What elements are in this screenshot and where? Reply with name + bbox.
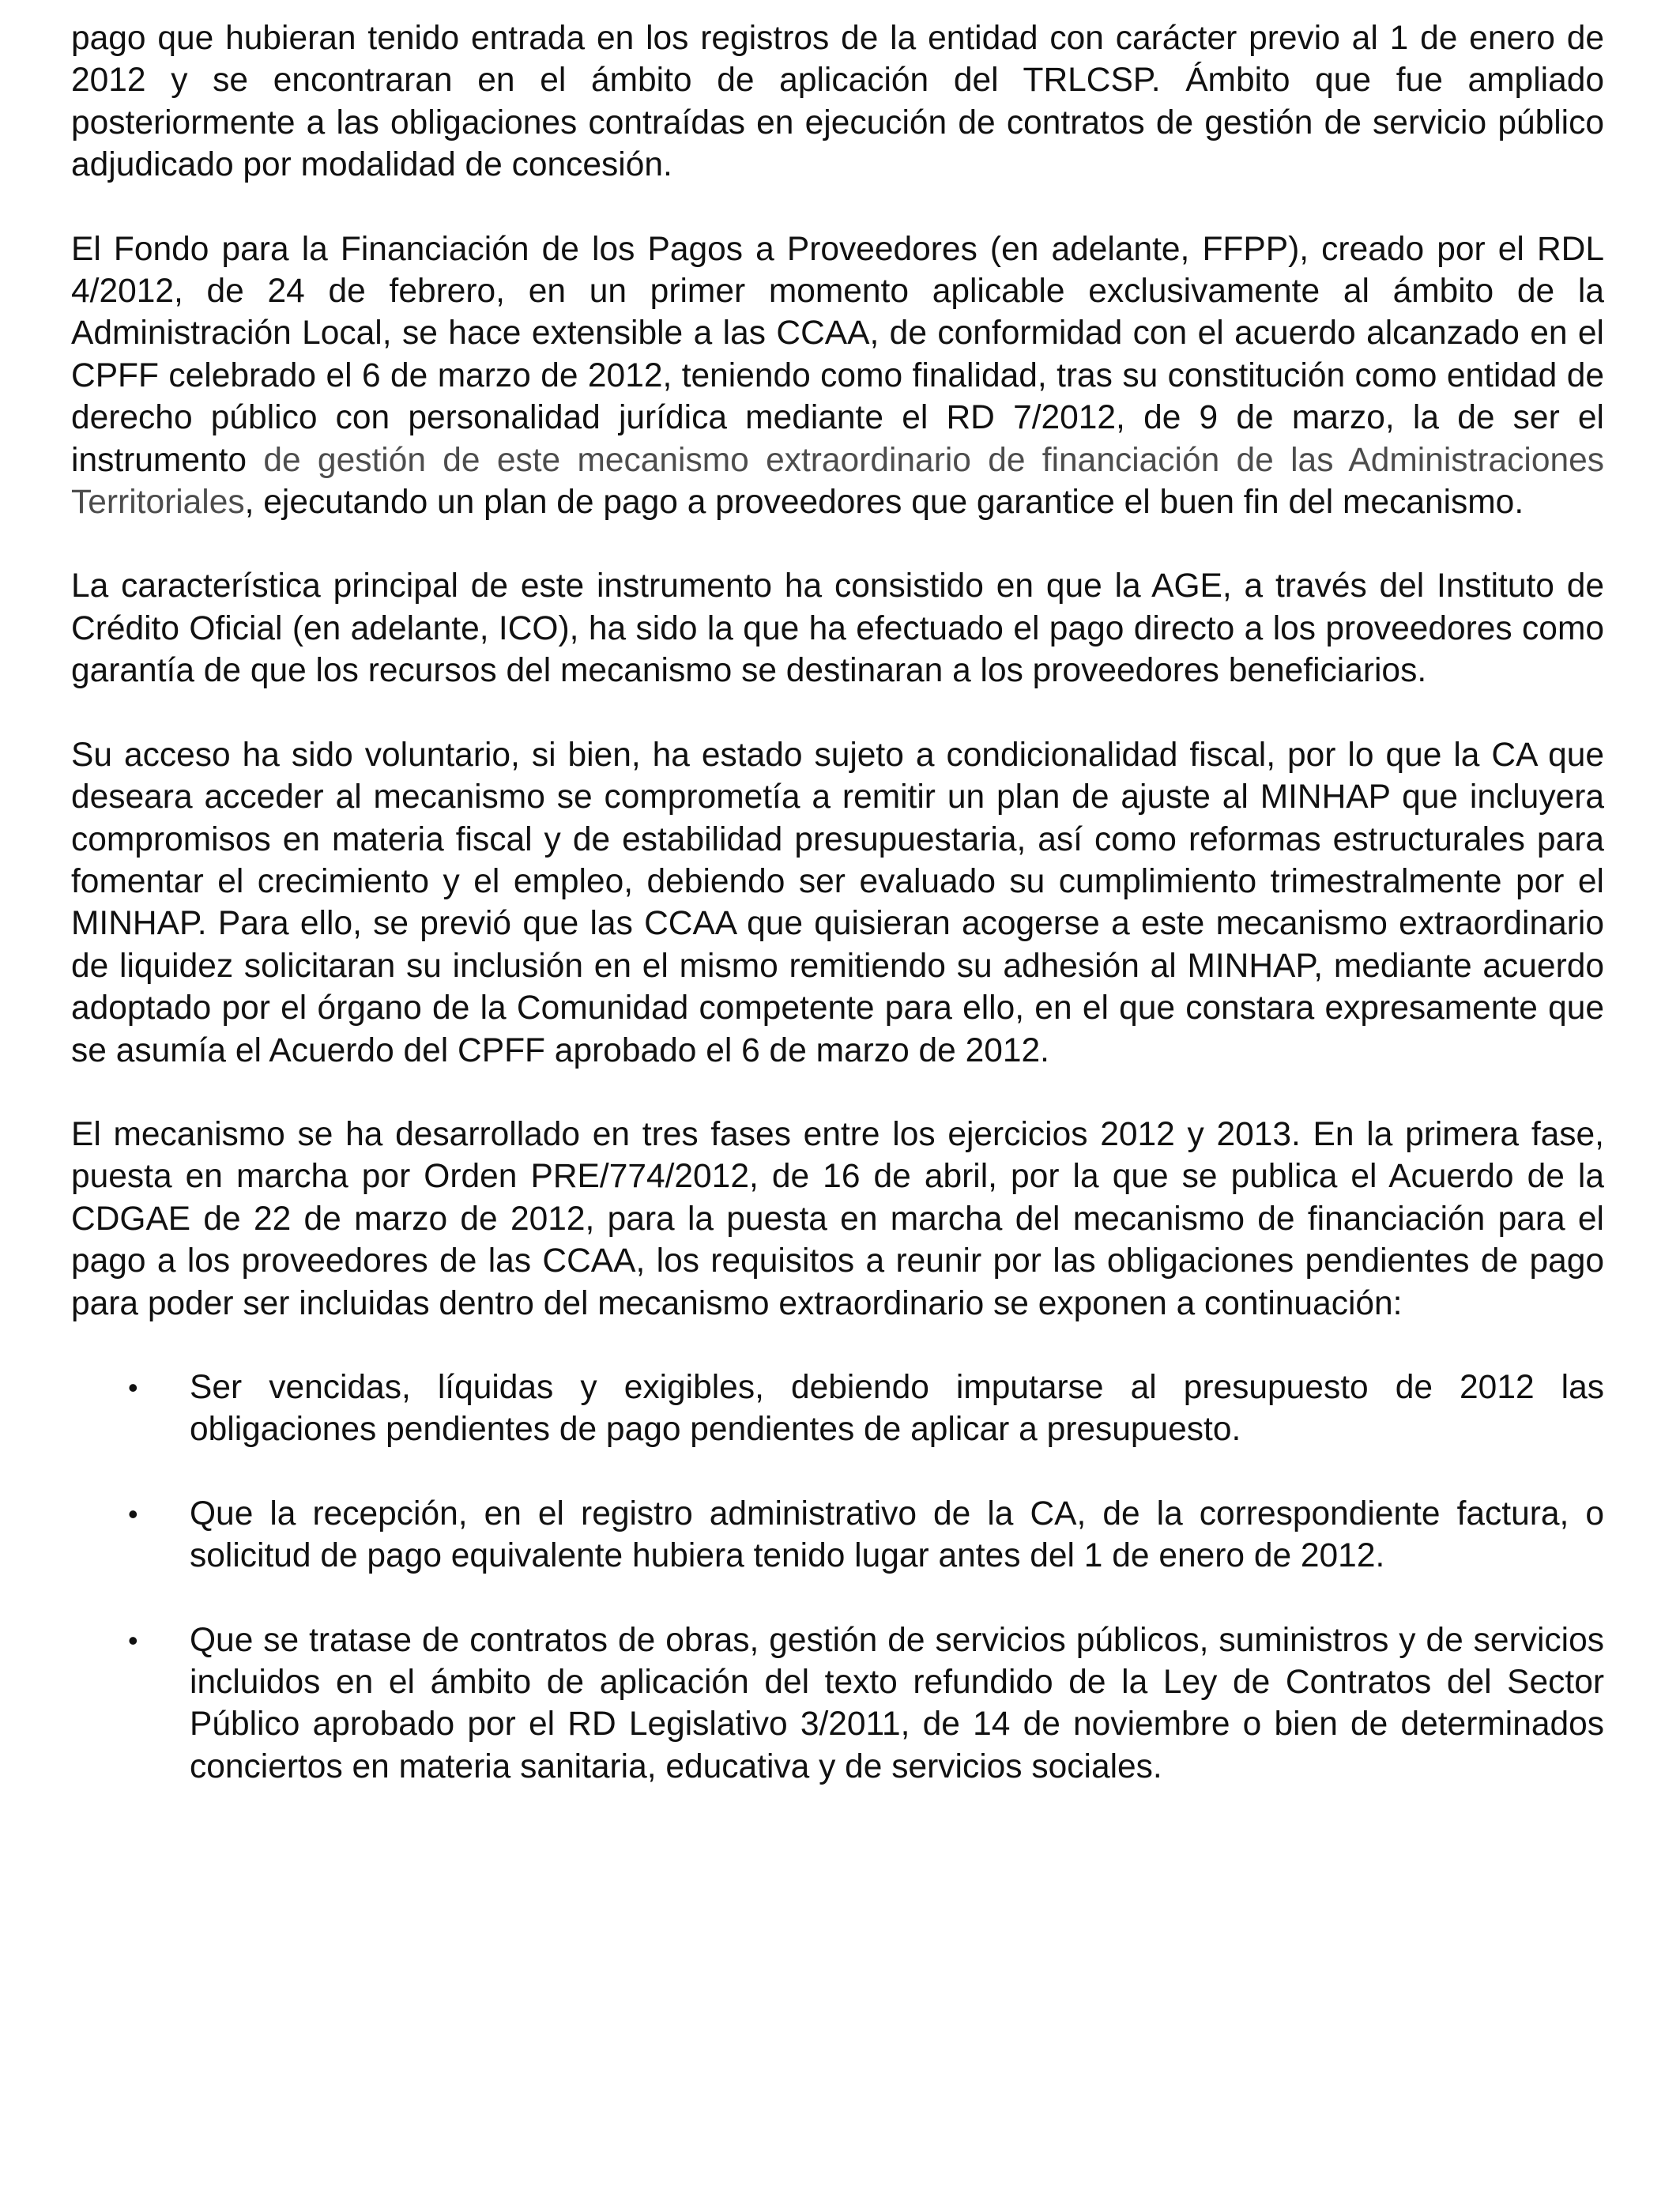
paragraph-3: La característica principal de este instrumento ha consistido en que la AGE, a través del Instituto de Crédito Oficial (en adelante, ICO), ha sido la que ha efectuado el pago directo a los proveedores como garantía de que los recursos del mecanismo se destinaran a los proveedores beneficiarios.	[71, 567, 1604, 690]
list-item-text: Ser vencidas, líquidas y exigibles, debiendo imputarse al presupuesto de 2012 las obligaciones pendientes de pago pendientes de aplicar a presupuesto.	[190, 1368, 1604, 1449]
paragraph-2-text-start: El Fondo para la Financiación de los Pagos a Proveedores (en adelante, FFPP), creado por el RDL 4/2012, de 24 de febrero, en un primer momento aplicable exclusivamente al ámbito de la Administración Local, se hace extensible a las CCAA, de conformidad con el acuerdo alcanzado en el CPFF celebrado el 6 de marzo de 2012, teniendo como finalidad, tras su constitución como entidad de derecho público con personalidad jurídica mediante el RD 7/2012, de 9 de marzo, la de ser el instrumento	[71, 230, 1604, 479]
paragraph-2-grey-phrase: de gestión de este mecanismo extraordinario de financiación de las Administraciones Territoriales	[71, 441, 1604, 522]
list-item	[71, 1367, 1604, 1451]
paragraph-5: El mecanismo se ha desarrollado en tres fases entre los ejercicios 2012 y 2013. En la primera fase, puesta en marcha por Orden PRE/774/2012, de 16 de abril, por la que se publica el Acuerdo de la CDGAE de 22 de marzo de 2012, para la puesta en marcha del mecanismo de financiación para el pago a los proveedores de las CCAA, los requisitos a reunir por las obligaciones pendientes de pago para poder ser incluidas dentro del mecanismo extraordinario se exponen a continuación:	[71, 1115, 1604, 1322]
bullet-icon: •	[128, 1623, 138, 1657]
bullet-icon: •	[128, 1370, 138, 1404]
paragraph-4: Su acceso ha sido voluntario, si bien, ha estado sujeto a condicionalidad fiscal, por lo que la CA que deseara acceder al mecanismo se comprometía a remitir un plan de ajuste al MINHAP que incluyera compromisos en materia fiscal y de estabilidad presupuestaria, así como reformas estructurales para fomentar el crecimiento y el empleo, debiendo ser evaluado su cumplimiento trimestralmente por el MINHAP. Para ello, se previó que las CCAA que quisieran acogerse a este mecanismo extraordinario de liquidez solicitaran su inclusión en el mismo remitiendo su adhesión al MINHAP, mediante acuerdo adoptado por el órgano de la Comunidad competente para ello, en el que constara expresamente que se asumía el Acuerdo del CPFF aprobado el 6 de marzo de 2012.	[71, 736, 1604, 1069]
bullet-icon: •	[128, 1497, 138, 1530]
list-item-text: Que la recepción, en el registro administrativo de la CA, de la correspondiente factura, o solicitud de pago equivalente hubiera tenido lugar antes del 1 de enero de 2012.	[190, 1495, 1604, 1575]
paragraph-2-text-end: , ejecutando un plan de pago a proveedores que garantice el buen fin del mecanismo.	[244, 484, 1524, 522]
list-item	[71, 1493, 1604, 1578]
paragraph-2	[71, 228, 1604, 524]
list-item	[71, 1619, 1604, 1789]
list-item-text: Que se tratase de contratos de obras, gestión de servicios públicos, suministros y de servicios incluidos en el ámbito de aplicación del texto refundido de la Ley de Contratos del Sector Público aprobado por el RD Legislativo 3/2011, de 14 de noviembre o bien de determinados conciertos en materia sanitaria, educativa y de servicios sociales.	[190, 1621, 1604, 1785]
requirements-list	[71, 1367, 1604, 1788]
document-page	[71, 17, 1604, 1830]
paragraph-1: pago que hubieran tenido entrada en los registros de la entidad con carácter previo al 1 de enero de 2012 y se encontraran en el ámbito de aplicación del TRLCSP. Ámbito que fue ampliado posteriormente a las obligaciones contraídas en ejecución de contratos de gestión de servicio público adjudicado por modalidad de concesión.	[71, 20, 1604, 184]
